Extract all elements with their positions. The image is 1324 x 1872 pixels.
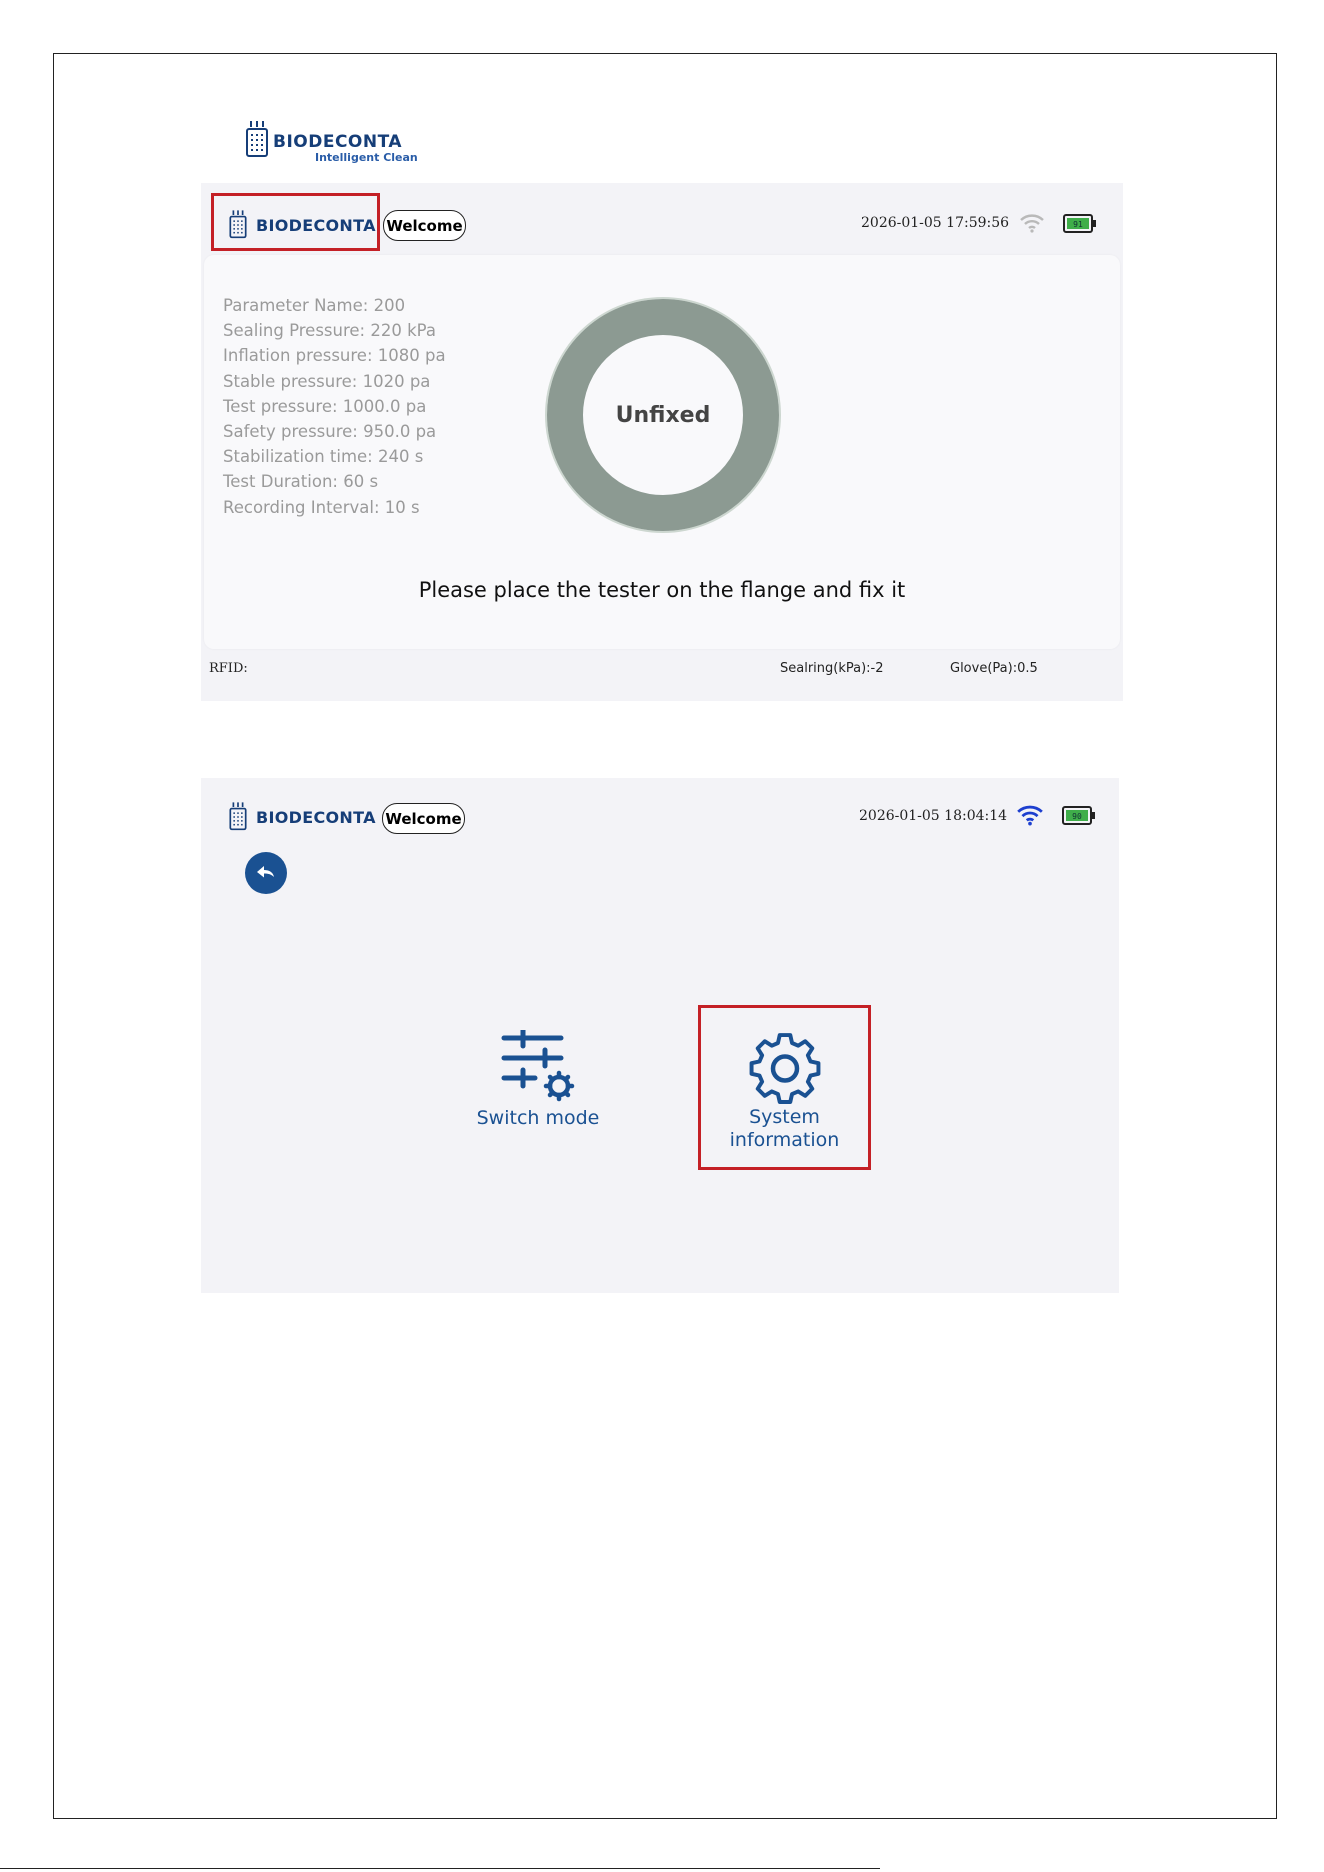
- building-logo-icon: [244, 120, 270, 160]
- document-header-logo: [244, 120, 424, 166]
- parameter-list: [223, 293, 446, 520]
- wifi-icon: [1019, 213, 1045, 233]
- building-logo-icon: [228, 800, 248, 834]
- system-information-label-line1: System: [749, 1106, 820, 1128]
- topbar-brand: BIODECONTA: [256, 215, 376, 235]
- highlight-box-logo: [211, 193, 380, 251]
- parameter-item: Stable pressure: 1020 pa: [223, 371, 431, 391]
- system-information-label-line2: information: [729, 1129, 840, 1151]
- instruction-text: Please place the tester on the flange and fix it: [418, 578, 906, 602]
- glove-reading: Glove(Pa):0.5: [950, 661, 1038, 676]
- switch-mode-label: Switch mode: [476, 1107, 600, 1129]
- test-screen: [201, 183, 1123, 701]
- parameter-item: Test Duration: 60 s: [223, 472, 379, 492]
- back-button[interactable]: [245, 852, 287, 894]
- datetime: 2026-01-05 17:59:56: [861, 215, 1010, 231]
- parameter-item: Sealing Pressure: 220 kPa: [223, 321, 436, 341]
- wifi-icon: [1016, 804, 1044, 826]
- status-ring: [547, 299, 779, 531]
- sliders-gear-icon: [499, 1030, 577, 1104]
- sealring-reading: Sealring(kPa):-2: [780, 661, 884, 676]
- settings-screen: [201, 778, 1119, 1293]
- topbar-logo: [228, 800, 376, 834]
- battery-level: 91: [1073, 220, 1083, 229]
- system-information-button[interactable]: [711, 1031, 858, 1152]
- system-information-label: [730, 1106, 840, 1152]
- brand-name: BIODECONTA: [273, 132, 403, 152]
- parameter-item: Safety pressure: 950.0 pa: [223, 421, 437, 441]
- back-arrow-icon: [254, 863, 278, 883]
- parameter-item: Stabilization time: 240 s: [223, 447, 424, 467]
- footer-rule: [0, 1868, 880, 1869]
- rfid-label: RFID:: [209, 661, 248, 676]
- battery-icon: [1063, 214, 1097, 233]
- test-panel: [204, 255, 1120, 649]
- switch-mode-button[interactable]: [469, 1030, 607, 1130]
- status-label: Unfixed: [615, 402, 711, 428]
- gear-icon: [747, 1031, 823, 1107]
- brand-tagline: Intelligent Clean: [315, 151, 418, 164]
- parameter-item: Test pressure: 1000.0 pa: [223, 396, 427, 416]
- parameter-item: Inflation pressure: 1080 pa: [223, 346, 446, 366]
- datetime: 2026-01-05 18:04:14: [859, 808, 1008, 824]
- welcome-badge[interactable]: Welcome: [382, 803, 465, 834]
- parameter-item: Recording Interval: 10 s: [223, 497, 420, 517]
- topbar-brand: BIODECONTA: [256, 807, 376, 827]
- parameter-item: Parameter Name: 200: [223, 296, 406, 315]
- welcome-badge[interactable]: Welcome: [383, 210, 466, 241]
- battery-icon: [1062, 806, 1096, 825]
- battery-level: 90: [1072, 812, 1082, 821]
